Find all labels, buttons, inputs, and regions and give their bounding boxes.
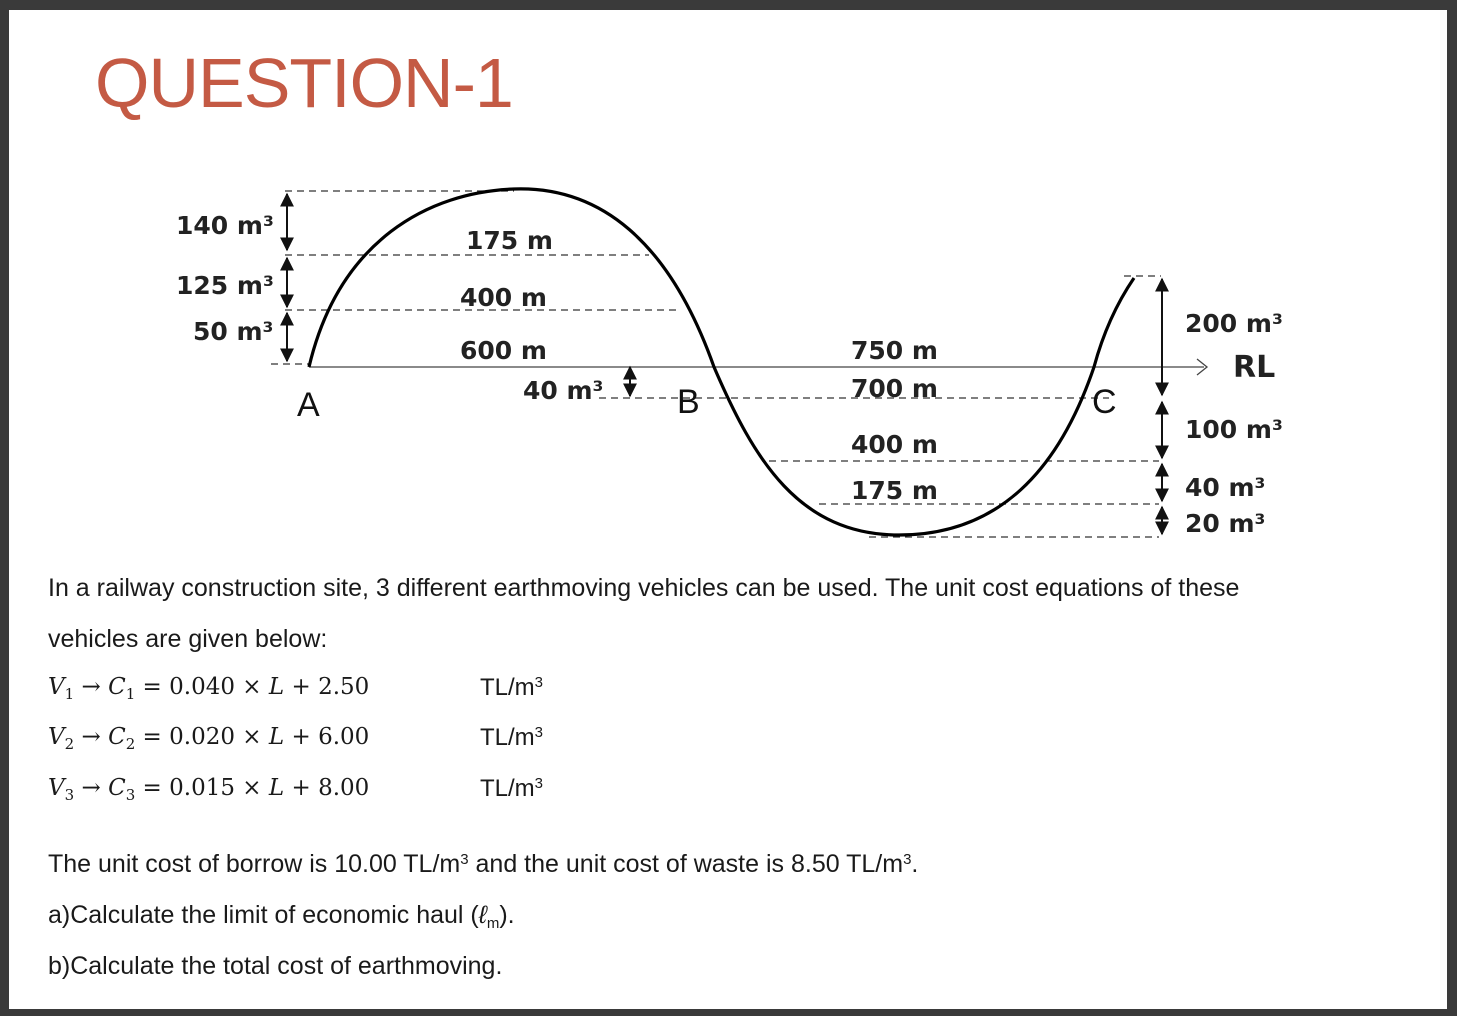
volume-label-20: 20 m³ bbox=[1185, 509, 1266, 538]
equation-3: $V_3 \to C_3 = 0.015 \times L + 8.00$ bbox=[48, 775, 370, 804]
equation-3-unit: $TL/m^3$ bbox=[480, 775, 544, 802]
distance-label-400-lower: 400 m bbox=[851, 430, 938, 459]
slide bbox=[9, 10, 1447, 1009]
point-b-label: B bbox=[677, 383, 700, 421]
volume-label-140: 140 m³ bbox=[176, 211, 274, 240]
distance-label-400-upper: 400 m bbox=[460, 283, 547, 312]
volume-label-200: 200 m³ bbox=[1185, 309, 1283, 338]
distance-label-700: 700 m bbox=[851, 374, 938, 403]
point-a-label: A bbox=[297, 386, 320, 424]
intro-line-2: vehicles are given below: bbox=[48, 625, 328, 653]
rl-label: RL bbox=[1233, 350, 1276, 385]
cost-statement: The unit cost of borrow is 10.00 $TL/m^3$ and the unit cost of waste is 8.50 $TL/m^3$. bbox=[48, 850, 919, 878]
equation-2: $V_2 \to C_2 = 0.020 \times L + 6.00$ bbox=[48, 724, 370, 753]
equation-1: $V_1 \to C_1 = 0.040 \times L + 2.50$ bbox=[48, 674, 370, 703]
volume-label-40-c: 40 m³ bbox=[1185, 473, 1266, 502]
question-a: a)Calculate the limit of economic haul (ℓ$_m$). bbox=[48, 901, 515, 932]
distance-label-600: 600 m bbox=[460, 336, 547, 365]
equation-2-unit: $TL/m^3$ bbox=[480, 724, 544, 751]
volume-label-100: 100 m³ bbox=[1185, 415, 1283, 444]
mass-haul-diagram bbox=[9, 10, 1447, 570]
equation-1-unit: $TL/m^3$ bbox=[480, 674, 544, 701]
volume-label-50: 50 m³ bbox=[193, 317, 274, 346]
volume-label-40-b: 40 m³ bbox=[523, 376, 604, 405]
distance-label-750: 750 m bbox=[851, 336, 938, 365]
distance-label-175-upper: 175 m bbox=[466, 226, 553, 255]
mass-curve bbox=[309, 189, 1134, 535]
intro-line-1: In a railway construction site, 3 different earthmoving vehicles can be used. The unit cost equations of these bbox=[48, 574, 1240, 602]
volume-label-125: 125 m³ bbox=[176, 271, 274, 300]
distance-label-175-lower: 175 m bbox=[851, 476, 938, 505]
point-c-label: C bbox=[1092, 383, 1117, 421]
question-b: b)Calculate the total cost of earthmoving. bbox=[48, 952, 503, 980]
page-title: QUESTION-1 bbox=[95, 44, 513, 122]
